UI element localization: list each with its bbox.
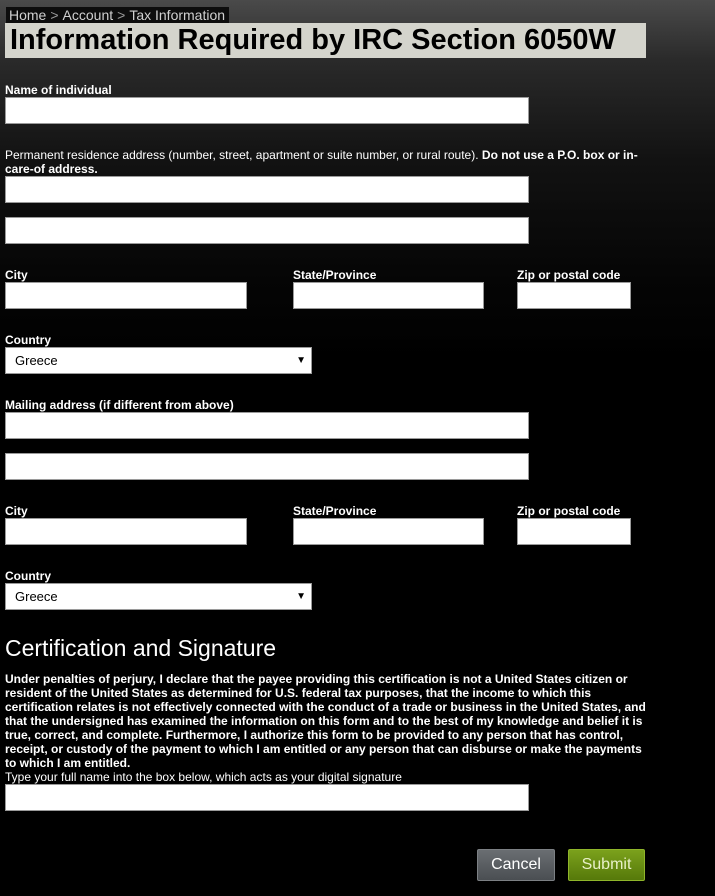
page-title: Information Required by IRC Section 6050W: [5, 23, 646, 58]
mailing-country-select-value: Greece: [15, 589, 58, 604]
breadcrumb: [6, 7, 229, 23]
mailing-state-label: State/Province: [293, 504, 377, 518]
permanent-address-label-text: Permanent residence address (number, street, apartment or suite number, or rural route).: [5, 148, 479, 162]
dropdown-arrow-icon: ▼: [296, 355, 306, 366]
mailing-address-line1-input[interactable]: [5, 412, 529, 439]
name-label: Name of individual: [5, 83, 112, 97]
permanent-address-line1-input[interactable]: [5, 176, 529, 203]
signature-input[interactable]: [5, 784, 529, 811]
mailing-address-line2-input[interactable]: [5, 453, 529, 480]
breadcrumb-home-link[interactable]: Home: [9, 7, 47, 23]
name-input[interactable]: [5, 97, 529, 124]
permanent-address-label: [5, 148, 650, 176]
signature-label: Type your full name into the box below, which acts as your digital signature: [5, 770, 402, 784]
state-label: State/Province: [293, 268, 377, 282]
mailing-zip-input[interactable]: [517, 518, 631, 545]
permanent-address-warning: Do not use a P.O. box or in-care-of address.: [5, 148, 638, 176]
mailing-address-label: Mailing address (if different from above): [5, 398, 234, 412]
country-select[interactable]: [5, 347, 312, 374]
breadcrumb-current: Tax Information: [129, 7, 226, 23]
zip-label: Zip or postal code: [517, 268, 621, 282]
mailing-zip-label: Zip or postal code: [517, 504, 621, 518]
state-input[interactable]: [293, 282, 484, 309]
breadcrumb-account-link[interactable]: Account: [62, 7, 114, 23]
cancel-button[interactable]: Cancel: [477, 849, 555, 881]
breadcrumb-separator: >: [117, 7, 126, 23]
certification-heading: Certification and Signature: [5, 635, 277, 661]
certification-text: Under penalties of perjury, I declare that the payee providing this certification is not a United States citizen or resident of the United States as determined for U.S. federal tax purposes, that the income to which this certification relates is not effectively connected with the conduct of a trade or business in the United States, and that the undersigned has examined the information on this form and to the best of my knowledge and belief it is true, correct, and complete. Furthermore, I authorize this form to be provided to any person that has control, receipt, or custody of the payment to which I am entitled or any person that can disburse or make the payments to which I am entitled.: [5, 672, 646, 770]
mailing-country-select[interactable]: [5, 583, 312, 610]
mailing-state-input[interactable]: [293, 518, 484, 545]
country-label: Country: [5, 333, 51, 347]
zip-input[interactable]: [517, 282, 631, 309]
dropdown-arrow-icon: ▼: [296, 591, 306, 602]
permanent-address-line2-input[interactable]: [5, 217, 529, 244]
submit-button[interactable]: Submit: [568, 849, 645, 881]
mailing-city-label: City: [5, 504, 28, 518]
city-label: City: [5, 268, 28, 282]
breadcrumb-separator: >: [50, 7, 59, 23]
country-select-value: Greece: [15, 353, 58, 368]
city-input[interactable]: [5, 282, 247, 309]
mailing-city-input[interactable]: [5, 518, 247, 545]
mailing-country-label: Country: [5, 569, 51, 583]
